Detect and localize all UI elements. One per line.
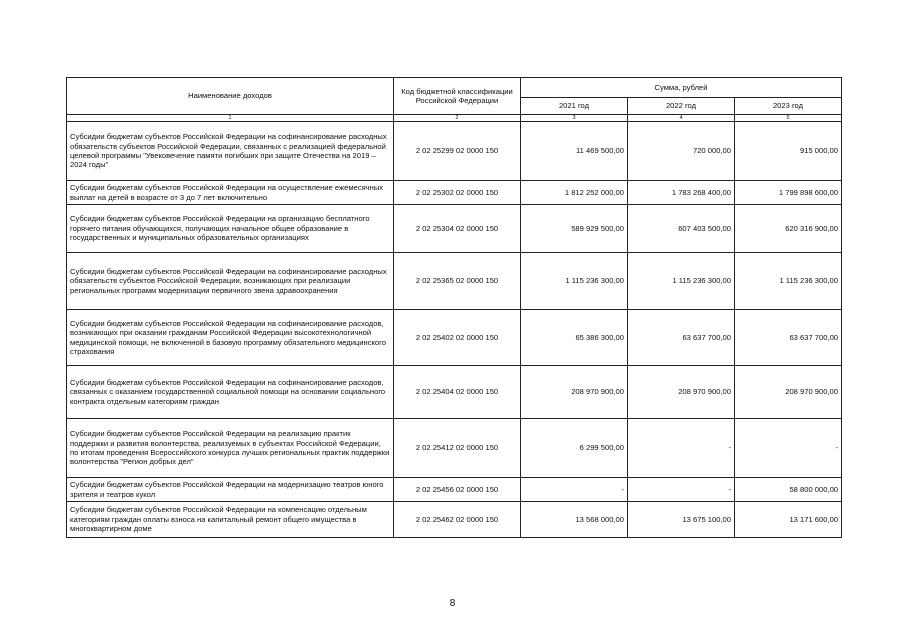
- revenue-name: Субсидии бюджетам субъектов Российской Федерации на софинансирование расходов, возникающих при оказании гражданам Российской Федерации высокотехнологичной медицинской помощи, не включенной в базовую программу обязательного медицинского страхования: [67, 310, 394, 366]
- amount-2022: 208 970 900,00: [628, 366, 735, 419]
- amount-2023: 13 171 600,00: [735, 502, 842, 538]
- column-number: 5: [735, 115, 842, 122]
- table-row: [67, 310, 842, 366]
- amount-2021: 65 386 300,00: [521, 310, 628, 366]
- amount-2021: 1 115 236 300,00: [521, 253, 628, 310]
- table-row: [67, 366, 842, 419]
- amount-2021: 208 970 900,00: [521, 366, 628, 419]
- revenue-name: Субсидии бюджетам субъектов Российской Федерации на модернизацию театров юного зрителя и театров кукол: [67, 478, 394, 502]
- header-sum: Сумма, рублей: [521, 78, 842, 98]
- amount-2022: 1 115 236 300,00: [628, 253, 735, 310]
- revenue-name: Субсидии бюджетам субъектов Российской Федерации на осуществление ежемесячных выплат на детей в возрасте от 3 до 7 лет включительно: [67, 181, 394, 205]
- column-number: 1: [67, 115, 394, 122]
- column-number: 3: [521, 115, 628, 122]
- budget-code: 2 02 25299 02 0000 150: [394, 122, 521, 181]
- page-number: 8: [449, 598, 456, 609]
- budget-revenue-table: [66, 77, 842, 538]
- amount-2022: 1 783 268 400,00: [628, 181, 735, 205]
- revenue-name: Субсидии бюджетам субъектов Российской Федерации на компенсацию отдельным категориям граждан оплаты взноса на капитальный ремонт общего имущества в многоквартирном доме: [67, 502, 394, 538]
- column-number: 4: [628, 115, 735, 122]
- budget-code: 2 02 25304 02 0000 150: [394, 205, 521, 253]
- revenue-name: Субсидии бюджетам субъектов Российской Федерации на организацию бесплатного горячего питания обучающихся, получающих начальное общее образование в государственных и муниципальных образовательных организациях: [67, 205, 394, 253]
- revenue-name: Субсидии бюджетам субъектов Российской Федерации на реализацию практик поддержки и развития волонтерства, реализуемых в субъектах Российской Федерации, по итогам проведения Всероссийского конкурса лучших региональных практик поддержки волонтерства "Регион добрых дел": [67, 419, 394, 478]
- revenue-name: Субсидии бюджетам субъектов Российской Федерации на софинансирование расходных обязательств субъектов Российской Федерации, возникающих при реализации региональных программ модернизации первичного звена здравоохранения: [67, 253, 394, 310]
- budget-code: 2 02 25462 02 0000 150: [394, 502, 521, 538]
- table-row: [67, 419, 842, 478]
- header-name: Наименование доходов: [67, 78, 394, 115]
- amount-2023: 63 637 700,00: [735, 310, 842, 366]
- revenue-name: Субсидии бюджетам субъектов Российской Федерации на софинансирование расходов, связанных с оказанием государственной социальной помощи на основании социального контракта отдельным категориям граждан: [67, 366, 394, 419]
- amount-2023: 208 970 900,00: [735, 366, 842, 419]
- table-row: [67, 181, 842, 205]
- amount-2021: 13 568 000,00: [521, 502, 628, 538]
- budget-code: 2 02 25302 02 0000 150: [394, 181, 521, 205]
- header-year-2023: 2023 год: [735, 98, 842, 115]
- amount-2023: 58 800 000,00: [735, 478, 842, 502]
- header-code: Код бюджетной классификации Российской Федерации: [394, 78, 521, 115]
- table-row: [67, 122, 842, 181]
- amount-2021: 11 469 500,00: [521, 122, 628, 181]
- amount-2023: 620 316 900,00: [735, 205, 842, 253]
- amount-2023: -: [735, 419, 842, 478]
- table-row: [67, 502, 842, 538]
- amount-2022: 607 403 500,00: [628, 205, 735, 253]
- budget-code: 2 02 25402 02 0000 150: [394, 310, 521, 366]
- amount-2022: 720 000,00: [628, 122, 735, 181]
- amount-2023: 1 799 898 600,00: [735, 181, 842, 205]
- amount-2021: 6 299 500,00: [521, 419, 628, 478]
- table-row: [67, 205, 842, 253]
- amount-2021: 589 929 500,00: [521, 205, 628, 253]
- amount-2022: 13 675 100,00: [628, 502, 735, 538]
- header-year-2022: 2022 год: [628, 98, 735, 115]
- column-number: 2: [394, 115, 521, 122]
- header-year-2021: 2021 год: [521, 98, 628, 115]
- amount-2022: -: [628, 419, 735, 478]
- amount-2021: 1 812 252 000,00: [521, 181, 628, 205]
- budget-code: 2 02 25404 02 0000 150: [394, 366, 521, 419]
- table-row: [67, 253, 842, 310]
- amount-2022: 63 637 700,00: [628, 310, 735, 366]
- budget-code: 2 02 25412 02 0000 150: [394, 419, 521, 478]
- budget-code: 2 02 25365 02 0000 150: [394, 253, 521, 310]
- amount-2023: 1 115 236 300,00: [735, 253, 842, 310]
- table-row: [67, 478, 842, 502]
- amount-2022: -: [628, 478, 735, 502]
- revenue-name: Субсидии бюджетам субъектов Российской Федерации на софинансирование расходных обязательств субъектов Российской Федерации, связанных с реализацией федеральной целевой программы "Увековечение памяти погибших при защите Отечества на 2019 – 2024 годы": [67, 122, 394, 181]
- amount-2023: 915 000,00: [735, 122, 842, 181]
- amount-2021: -: [521, 478, 628, 502]
- budget-code: 2 02 25456 02 0000 150: [394, 478, 521, 502]
